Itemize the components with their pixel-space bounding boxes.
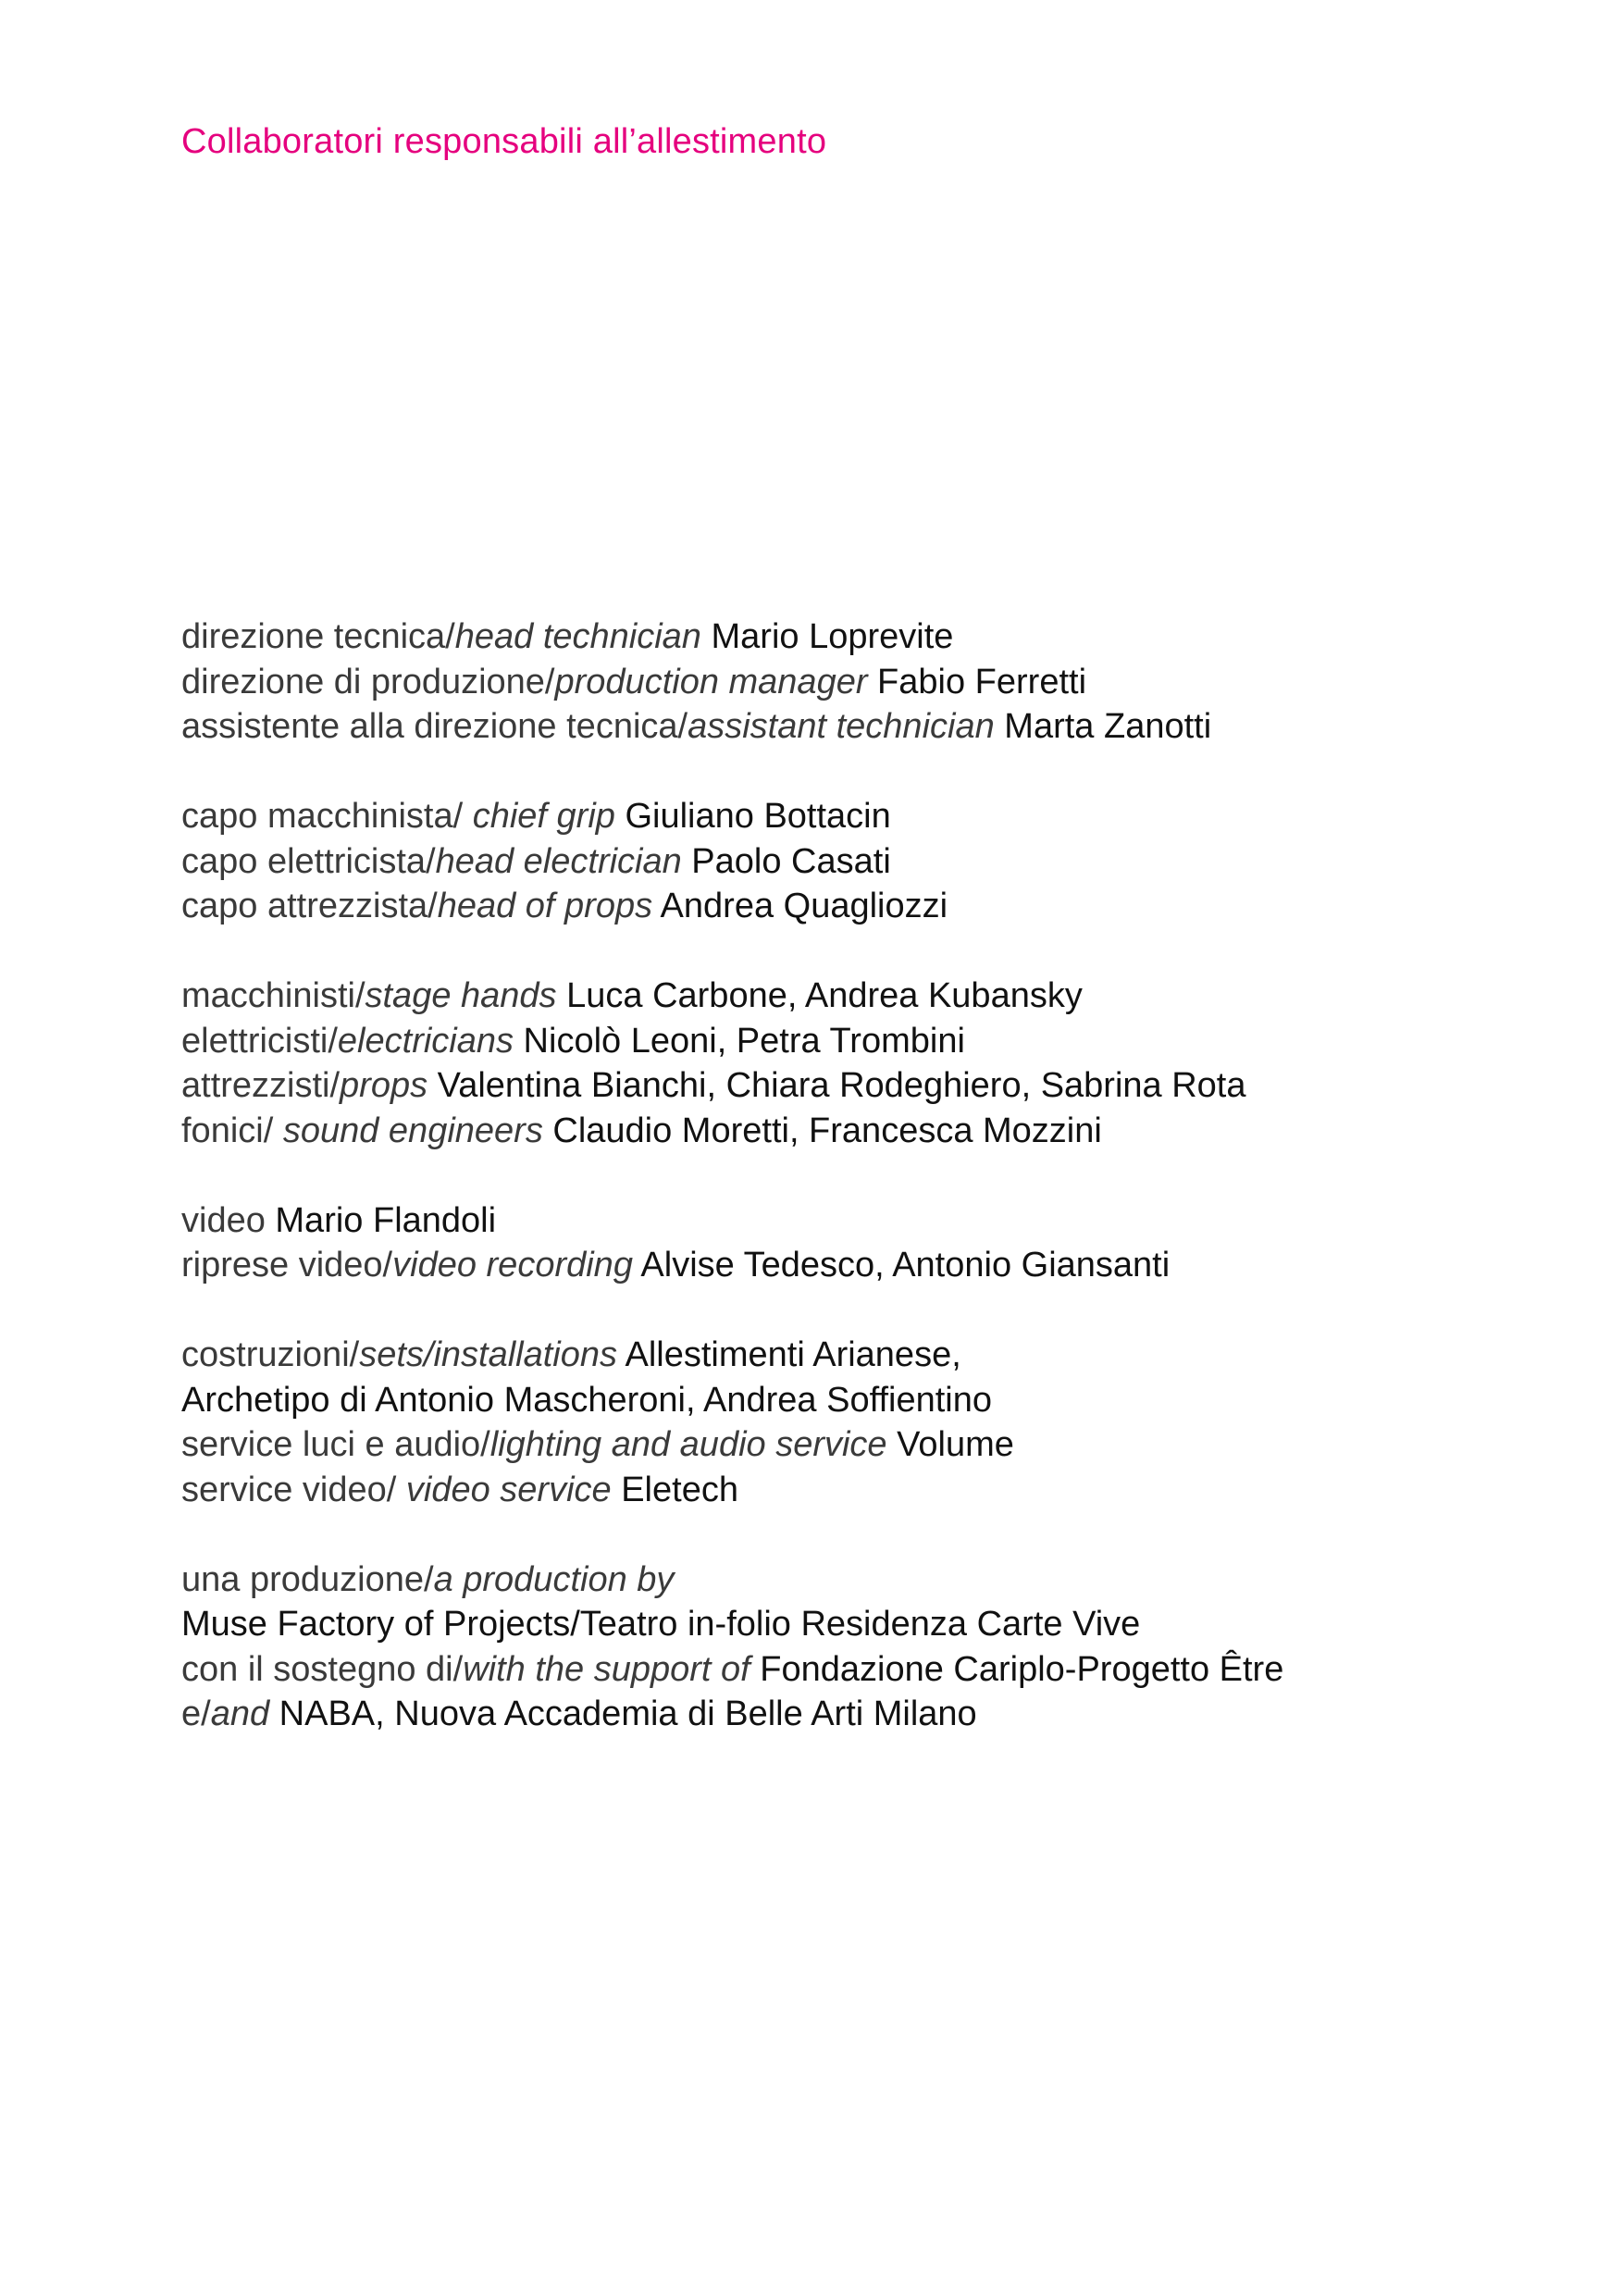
role-en: production manager: [554, 662, 868, 701]
credit-names: Giuliano Bottacin: [614, 797, 891, 836]
credit-names: Mario Loprevite: [700, 617, 954, 656]
credit-line: [181, 839, 1477, 885]
role-en: a production by: [433, 1559, 675, 1599]
credit-line: [181, 1378, 1477, 1423]
credit-line: [181, 1243, 1477, 1288]
credit-line: [181, 1019, 1477, 1064]
credits-list: [181, 614, 1477, 1781]
role-it: fonici/: [181, 1111, 283, 1150]
role-it: video: [181, 1200, 266, 1240]
role-it: attrezzisti/: [181, 1066, 341, 1105]
credit-names: Fondazione Cariplo-Progetto Être: [750, 1649, 1284, 1689]
role-it: capo macchinista/: [181, 797, 473, 836]
role-en: head of props: [437, 887, 653, 925]
credit-line: [181, 794, 1477, 839]
role-it: direzione di produzione/: [181, 662, 555, 701]
credit-names: Fabio Ferretti: [867, 662, 1087, 701]
credit-names: Andrea Quagliozzi: [652, 887, 948, 925]
credit-names: Nicolò Leoni, Petra Trombini: [514, 1021, 965, 1061]
role-it: con il sostegno di/: [181, 1649, 464, 1689]
role-en: electricians: [337, 1021, 514, 1061]
credit-names: Claudio Moretti, Francesca Mozzini: [542, 1111, 1102, 1150]
role-en: head electrician: [435, 841, 682, 881]
credit-names: Volume: [886, 1425, 1014, 1464]
role-en: chief grip: [472, 797, 615, 836]
credit-line: [181, 1468, 1477, 1513]
credits-group-crew: [181, 974, 1477, 1153]
credit-line: [181, 974, 1477, 1019]
role-it: e/: [181, 1694, 211, 1733]
credit-line: [181, 1647, 1477, 1693]
credit-line: [181, 614, 1477, 660]
role-en: video service: [405, 1470, 612, 1509]
role-en: props: [340, 1066, 428, 1105]
credit-line: [181, 1602, 1477, 1647]
page-title: Collaboratori responsabili all’allestimento: [181, 122, 827, 161]
credit-line: [181, 1198, 1477, 1244]
credit-names: NABA, Nuova Accademia di Belle Arti Milano: [269, 1694, 977, 1733]
credit-names: Eletech: [611, 1470, 738, 1509]
role-en: sets/installations: [359, 1335, 618, 1374]
role-it: una produzione/: [181, 1559, 434, 1599]
role-it: assistente alla direzione tecnica/: [181, 707, 688, 746]
credit-names: Archetipo di Antonio Mascheroni, Andrea Soffientino: [181, 1380, 992, 1420]
credits-group-heads: [181, 794, 1477, 929]
credit-names: Valentina Bianchi, Chiara Rodeghiero, Sabrina Rota: [427, 1066, 1246, 1105]
role-en: sound engineers: [282, 1111, 543, 1150]
credit-line: [181, 1558, 1477, 1603]
credits-group-video: [181, 1198, 1477, 1288]
role-en: assistant technician: [688, 707, 995, 746]
credit-line: [181, 884, 1477, 929]
role-it: capo attrezzista/: [181, 887, 438, 925]
credit-line: [181, 1333, 1477, 1378]
role-en: stage hands: [365, 976, 557, 1015]
credit-names: Allestimenti Arianese,: [617, 1335, 961, 1374]
role-it: costruzioni/: [181, 1335, 360, 1374]
role-en: head technician: [454, 617, 701, 656]
role-it: direzione tecnica/: [181, 617, 455, 656]
credit-line: [181, 1063, 1477, 1109]
credit-line: [181, 1109, 1477, 1154]
role-it: riprese video/: [181, 1246, 393, 1285]
credits-group-services: [181, 1333, 1477, 1512]
role-en: video recording: [392, 1246, 633, 1285]
credit-line: [181, 704, 1477, 750]
credit-names: Luca Carbone, Andrea Kubansky: [556, 976, 1083, 1015]
role-it: service video/: [181, 1470, 406, 1509]
credit-line: [181, 1422, 1477, 1468]
role-it: elettricisti/: [181, 1021, 338, 1061]
role-en: with the support of: [463, 1649, 750, 1689]
credit-line: [181, 1692, 1477, 1737]
role-it: service luci e audio/: [181, 1425, 490, 1464]
credit-names: Marta Zanotti: [994, 707, 1212, 746]
role-it: macchinisti/: [181, 976, 365, 1015]
role-it: capo elettricista/: [181, 841, 436, 881]
credit-line: [181, 660, 1477, 705]
role-en: lighting and audio service: [489, 1425, 887, 1464]
credits-group-technical-direction: [181, 614, 1477, 750]
credit-names: Muse Factory of Projects/Teatro in-folio Residenza Carte Vive: [181, 1605, 1141, 1644]
credits-group-production: [181, 1558, 1477, 1737]
credit-names: Mario Flandoli: [265, 1200, 497, 1240]
credit-names: Alvise Tedesco, Antonio Giansanti: [632, 1246, 1171, 1285]
role-en: and: [210, 1694, 270, 1733]
credit-names: Paolo Casati: [681, 841, 891, 881]
